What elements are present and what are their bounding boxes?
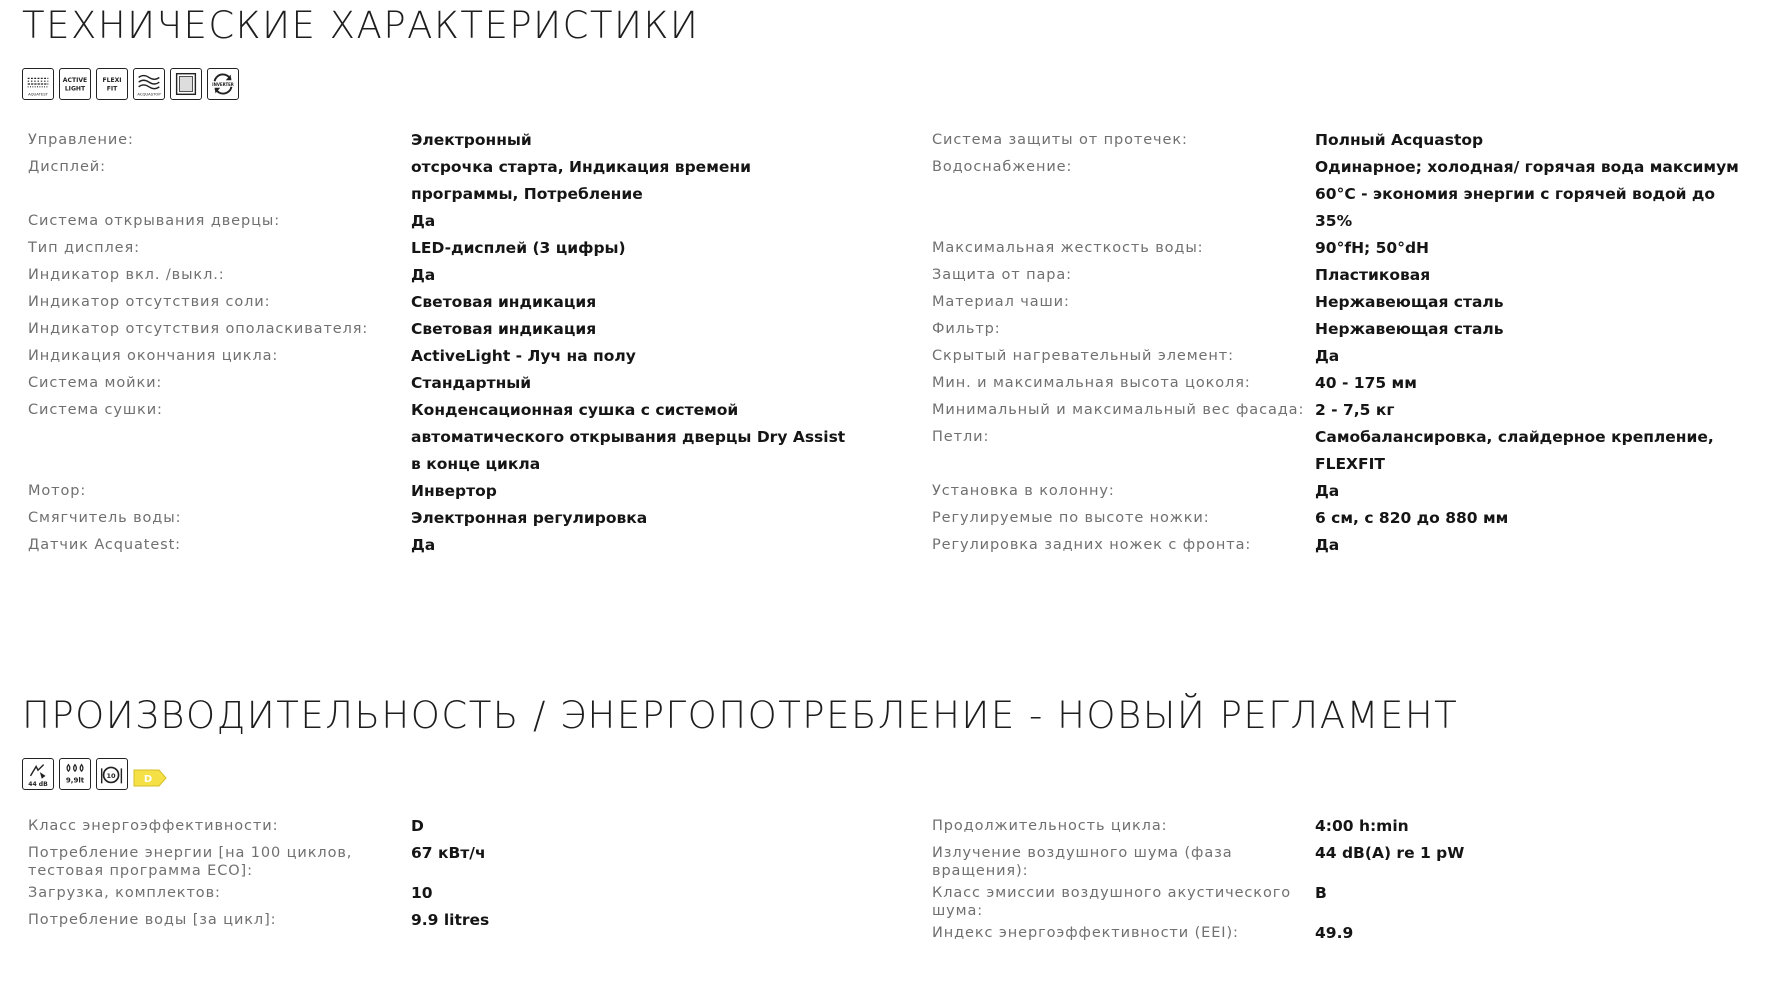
spec-value: Нержавеющая сталь [1315,293,1504,311]
noise-44db-icon [22,758,54,790]
spec-value: 49.9 [1315,924,1354,942]
spec-label: Управление: [28,132,134,148]
svg-text:LIGHT: LIGHT [64,85,86,93]
performance-table-right [926,813,1755,947]
section-title-tech-specs: ТЕХНИЧЕСКИЕ ХАРАКТЕРИСТИКИ [22,4,700,47]
spec-label: Потребление энергии [на 100 циклов, тестовая программа ECO]: [28,845,353,879]
spec-label: Материал чаши: [932,294,1070,310]
water-icon-text: 9,9lt [65,775,85,785]
spec-label: Датчик Acquatest: [28,537,181,553]
performance-icons-row [22,758,167,790]
spec-value: D [411,817,424,835]
section-title-performance: ПРОИЗВОДИТЕЛЬНОСТЬ / ЭНЕРГОПОТРЕБЛЕНИЕ - НОВЫЙ РЕГЛАМЕНТ [22,694,1459,737]
spec-value: LED-дисплей (3 цифры) [411,239,626,257]
svg-text:FLEXI: FLEXI [102,77,122,85]
spec-label: Потребление воды [за цикл]: [28,912,277,928]
spec-value: Конденсационная сушка с системой автоматического открывания дверцы Dry Assist в конце цикла [411,401,846,473]
spec-value: 9.9 litres [411,911,490,929]
spec-label: Система открывания дверцы: [28,213,281,229]
spec-value: Одинарное; холодная/ горячая вода максимум 60°C - экономия энергии с горячей водой до 35% [1315,158,1739,230]
spec-value: 10 [411,884,433,902]
spec-value: Электронный [411,131,532,149]
spec-value: Самобалансировка, слайдерное крепление, FLEXFIT [1315,428,1714,473]
spec-label: Индекс энергоэффективности (EEI): [932,925,1239,941]
spec-label: Индикатор отсутствия соли: [28,294,271,310]
feature-icons-row [22,68,239,100]
performance-table-left [22,813,851,934]
spec-label: Индикатор вкл. /выкл.: [28,267,225,283]
active-light-icon [59,68,91,100]
spec-value: 90°fH; 50°dH [1315,239,1430,257]
spec-label: Система мойки: [28,375,163,391]
spec-value: Да [1315,536,1340,554]
spec-label: Класс энергоэффективности: [28,818,279,834]
spec-value: Да [411,212,436,230]
acquastop-icon-text: ACQUASTOP [137,92,161,97]
spec-table-left [22,127,851,559]
spec-table-right [926,127,1755,559]
spec-label: Мотор: [28,483,87,499]
spec-value: Да [1315,347,1340,365]
spec-label: Тип дисплея: [28,240,140,256]
spec-label: Фильтр: [932,321,1001,337]
spec-value: Да [411,266,436,284]
energy-class-icon-text: D [143,773,153,785]
acquastop-icon [133,68,165,100]
aquatest-icon-text: AQUATEST [28,92,48,97]
spec-label: Индикатор отсутствия ополаскивателя: [28,321,369,337]
spec-value: Световая индикация [411,320,597,338]
spec-label: Продолжительность цикла: [932,818,1168,834]
flexi-fit-icon [96,68,128,100]
spec-label: Индикация окончания цикла: [28,348,279,364]
spec-value: Нержавеющая сталь [1315,320,1504,338]
spec-value: Полный Acquastop [1315,131,1484,149]
spec-value: 4:00 h:min [1315,817,1409,835]
spec-value: Электронная регулировка [411,509,648,527]
spec-label: Максимальная жесткость воды: [932,240,1204,256]
inverter-icon [207,68,239,100]
spec-value: Пластиковая [1315,266,1431,284]
noise-icon-text: 44 dB [28,781,48,789]
svg-text:ACTIVE: ACTIVE [62,77,88,85]
spec-value: B [1315,884,1327,902]
spec-value: Да [411,536,436,554]
built-in-panel-icon [170,68,202,100]
energy-class-d-icon [133,758,167,790]
spec-value: Световая индикация [411,293,597,311]
spec-label: Защита от пара: [932,267,1072,283]
spec-value: Стандартный [411,374,532,392]
spec-label: Излучение воздушного шума (фаза вращения): [932,845,1233,879]
spec-label: Установка в колонну: [932,483,1115,499]
water-9-9lt-icon [59,758,91,790]
spec-label: Система сушки: [28,402,163,418]
spec-value: 44 dB(A) re 1 pW [1315,844,1465,862]
spec-value: Да [1315,482,1340,500]
spec-value: отсрочка старта, Индикация времени программы, Потребление [411,158,751,203]
spec-label: Система защиты от протечек: [932,132,1188,148]
spec-label: Смягчитель воды: [28,510,182,526]
load-10-place-settings-icon [96,758,128,790]
spec-value: 40 - 175 мм [1315,374,1417,392]
spec-label: Регулировка задних ножек с фронта: [932,537,1252,553]
spec-value: Инвертор [411,482,497,500]
spec-label: Водоснабжение: [932,159,1073,175]
spec-value: 67 кВт/ч [411,844,486,862]
aquatest-icon [22,68,54,100]
spec-label: Минимальный и максимальный вес фасада: [932,402,1305,418]
svg-text:FIT: FIT [106,85,118,93]
spec-label: Скрытый нагревательный элемент: [932,348,1234,364]
spec-value: 2 - 7,5 кг [1315,401,1395,419]
spec-label: Загрузка, комплектов: [28,885,221,901]
spec-label: Регулируемые по высоте ножки: [932,510,1210,526]
spec-value: ActiveLight - Луч на полу [411,347,636,365]
inverter-icon-text: INVERTER [212,81,234,87]
spec-label: Мин. и максимальная высота цоколя: [932,375,1251,391]
spec-value: 6 см, с 820 до 880 мм [1315,509,1509,527]
spec-label: Петли: [932,429,990,445]
spec-label: Дисплей: [28,159,106,175]
spec-label: Класс эмиссии воздушного акустического шума: [932,885,1292,919]
load-icon-text: 10 [106,771,116,780]
